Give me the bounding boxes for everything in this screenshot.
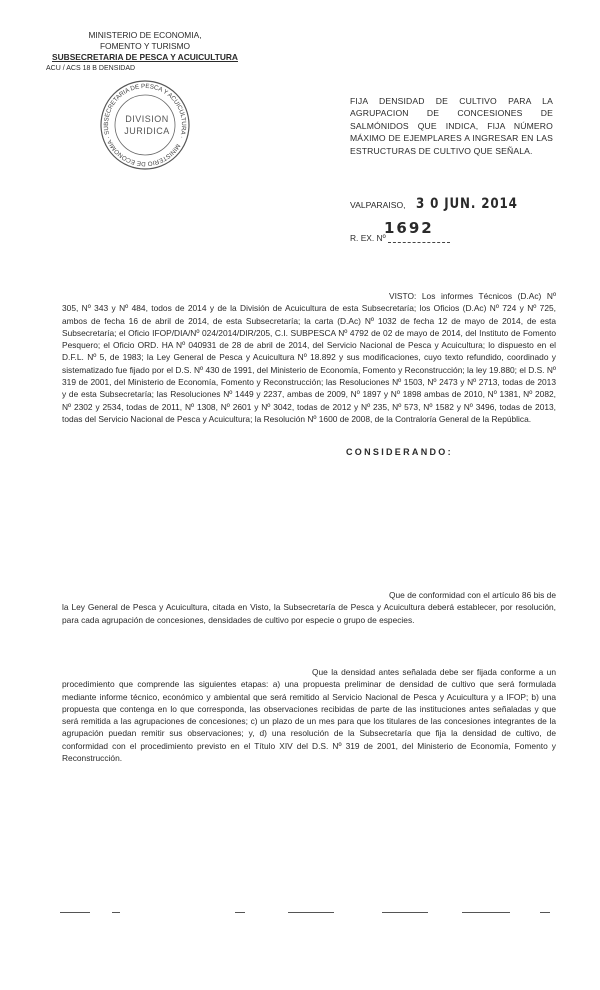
footer-mark [60,911,90,913]
stamp-ring-text: MINISTERIO DE ECONOMIA · SUBSECRETARIA DE PESCA Y ACUICULTURA · [102,82,188,168]
visto-paragraph: VISTO: Los informes Técnicos (D.Ac) Nº 305, Nº 343 y Nº 484, todos de 2014 y de la División de Acuicultura de esta Subsecretaría; los Oficios (D.Ac) Nº 724 y Nº 725, ambos de fecha 16 de abril de 2014, de esta Subsecretaría; la carta (D.Ac) Nº 1032 de fecha 12 de mayo de 2014, de esta Subsecretaría; el Oficio IFOP/DIA/Nº 024/2014/DIR/205, C.I. SUBPESCA Nº 4792 de 02 de mayo de 2014, del Instituto de Fomento Pesquero; el Oficio ORD. HA Nº 040931 de 28 de abril de 2014, del Servicio Nacional de Pesca y Acuicultura; lo dispuesto en el D.F.L. Nº 5, de 1983; la Ley General de Pesca y Acuicultura Nº 18.892 y sus modificaciones, cuyo texto refundido, coordinado y sistematizado fue fijado por el D.S. Nº 430 de 1991, del Ministerio de Economía, Fomento y Reconstrucción; la ley 19.880; el D.S. Nº 319 de 2001, del Ministerio de Economía, Fomento y Reconstrucción; las Resoluciones Nº 1503, Nº 2473 y Nº 2713, todas de 2013 y de esta Subsecretaría; las Resoluciones Nº 1449 y 2237, ambas de 2009, Nº 1897 y Nº 1898 ambas de 2010, Nº 1381, Nº 2082, Nº 2302 y 2534, todas de 2011, Nº 1308, Nº 2601 y Nº 3042, todas de 2012 y Nº 235, Nº 573, Nº 1582 y Nº 3496, todas de 2013, todas del Servicio Nacional de Pesca y Acuicultura; la Resolución Nº 1600 de 2008, de la Contraloría General de la República. [62,291,556,424]
resolution-underline [388,241,450,243]
resolution-number: 1692 [384,219,434,237]
considerando-paragraph-2: Que la densidad antes señalada debe ser fijada conforme a un procedimiento que comprende las siguientes etapas: a) una propuesta preliminar de densidad de cultivo que será formulada mediante informe técnico, económico y ambiental que será remitido al Servicio Nacional de Pesca y Acuicultura y a IFOP; b) una propuesta que contenga en lo que corresponda, las observaciones recibidas de parte de las instituciones antes señaladas y que será remitida a las agrupaciones de concesiones; c) un plazo de un mes para que los titulares de las concesiones integrantes de la agrupación puedan remitir sus observaciones; y, d) una resolución de la Subsecretaría que fija la densidad de cultivo, de conformidad con el procedimiento previsto en el Título XIV del D.S. Nº 319 de 2001, del Ministerio de Economía, Fomento y Reconstrucción. [62,667,556,764]
file-reference: ACU / ACS 18 B DENSIDAD [46,65,136,72]
stamp-center-division: DIVISION [125,114,169,124]
subsecretaria-name: SUBSECRETARIA DE PESCA Y ACUICULTURA [52,52,238,62]
date-line [350,196,535,212]
ministry-name: MINISTERIO DE ECONOMIA, [88,30,202,40]
considerando-paragraph-1: Que de conformidad con el artículo 86 bis de la Ley General de Pesca y Acuicultura, citada en Visto, la Subsecretaría de Pesca y Acuicultura deberá establecer, por resolución, para cada agrupación de concesiones, densidades de cultivo por especie o grupo de especies. [62,590,556,625]
stamp-center-juridica: JURIDICA [124,126,170,136]
svg-text:MINISTERIO DE ECONOMIA · SUBSE [98,78,192,172]
resolution-label: R. EX. Nº [350,233,386,243]
footer-mark [235,911,245,913]
place-label: VALPARAISO, [350,200,406,210]
footer-mark [462,911,510,913]
footer-mark [540,911,550,913]
division-juridica-stamp [98,78,192,172]
resolution-number-line [350,219,450,243]
footer-mark [382,911,428,913]
date-stamp: 3 0 JUN. 2014 [415,196,518,212]
footer-rule-marks [60,911,550,917]
footer-mark [288,911,334,913]
resolution-subject: FIJA DENSIDAD DE CULTIVO PARA LA AGRUPACION DE CONCESIONES DE SALMÓNIDOS QUE INDICA, FIJA NÚMERO MÁXIMO DE EJEMPLARES A INGRESAR EN LAS ESTRUCTURAS DE CULTIVO QUE SEÑALA. [350,96,553,156]
letterhead [40,30,250,74]
considerando-heading: CONSIDERANDO: [346,447,453,457]
footer-mark [112,911,120,913]
ministry-subtitle: FOMENTO Y TURISMO [99,41,191,51]
